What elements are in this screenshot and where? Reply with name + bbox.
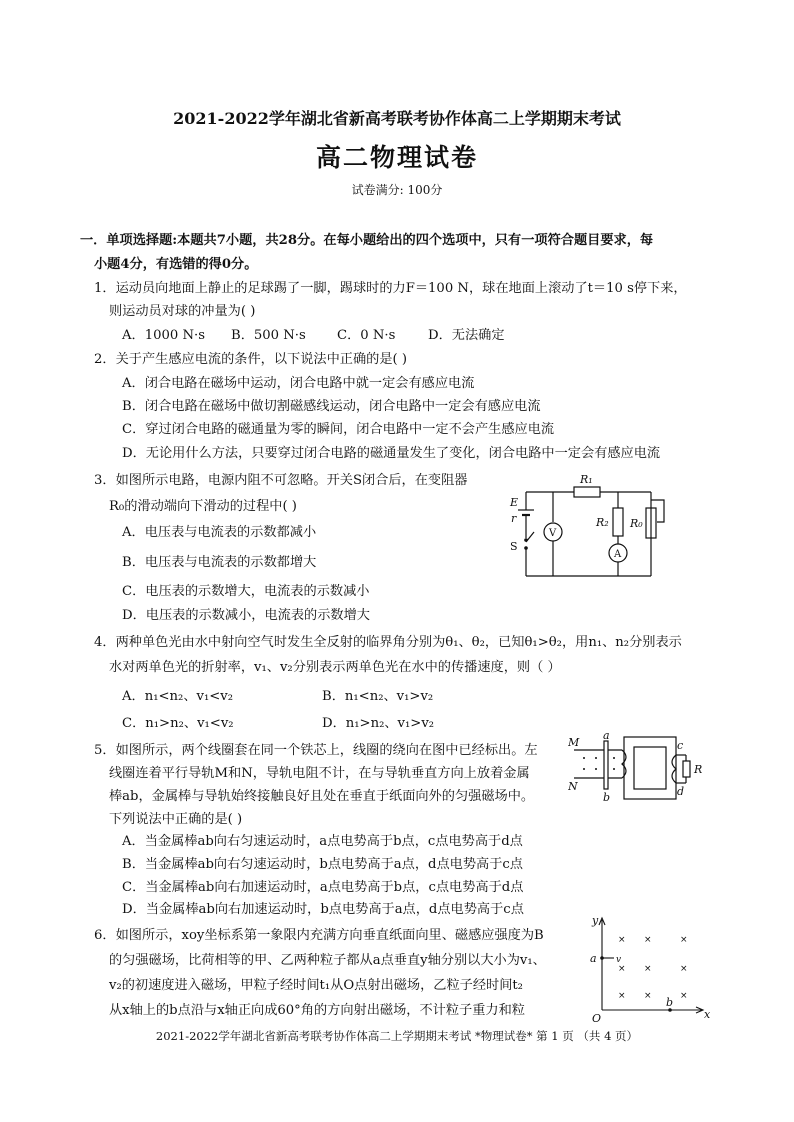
resistor-r [683, 761, 690, 777]
field-cross: × [618, 991, 626, 1001]
q1-option-a: A．1000 N·s [122, 328, 205, 343]
field-cross: × [680, 935, 688, 945]
label-b: b [603, 791, 611, 804]
q6-line2: 的匀强磁场，比荷相等的甲、乙两种粒子都从a点垂直y轴分别以大小为v₁、 [109, 953, 546, 968]
label-a: a [603, 733, 610, 742]
q6-line4: 从x轴上的b点沿与x轴正向成60°角的方向射出磁场，不计粒子重力和粒 [109, 1003, 525, 1018]
field-dot [583, 768, 585, 770]
field-cross: × [644, 991, 652, 1001]
field-dot [613, 757, 615, 759]
q5-line3: 棒ab，金属棒与导轨始终接触良好且处在垂直于纸面向外的匀强磁场中。 [109, 789, 535, 804]
q1-option-d: D．无法确定 [428, 328, 505, 343]
label-o: O [592, 1012, 602, 1024]
label-a: a [590, 952, 597, 965]
label-r: R [694, 763, 703, 776]
field-cross: × [680, 964, 688, 974]
q4-option-c: C．n₁>n₂、v₁<v₂ [122, 716, 234, 731]
field-cross: × [680, 991, 688, 1001]
label-y: y [592, 914, 599, 927]
switch-contact [524, 546, 528, 550]
q3-circuit-diagram [506, 470, 676, 582]
page-footer: 2021-2022学年湖北省新高考联考协作体高二上学期期末考试 *物理试卷* 第 1 页 （共 4 页） [155, 1029, 639, 1043]
q2-option-d: D．无论用什么方法，只要穿过闭合电路的磁通量发生了变化，闭合电路中一定会有感应电流 [122, 446, 661, 461]
q5-line4: 下列说法中正确的是( ) [109, 812, 243, 827]
field-cross: × [644, 964, 652, 974]
label-b: b [666, 996, 674, 1009]
label-r: r [511, 512, 517, 525]
section-heading-line2: 小题4分，有选错的得0分。 [94, 257, 258, 272]
q3-line2: R₀的滑动端向下滑动的过程中( ) [109, 499, 297, 514]
q2-option-c: C．穿过闭合电路的磁通量为零的瞬间，闭合电路中一定不会产生感应电流 [122, 422, 555, 437]
metal-rod-ab [604, 741, 608, 789]
q1-line1: 1．运动员向地面上静止的足球踢了一脚，踢球时的力F＝100 N，球在地面上滚动了t＝10 s停下来， [94, 281, 687, 296]
q1-option-c: C．0 N·s [337, 328, 396, 343]
exam-title-line: 2021-2022学年湖北省新高考联考协作体高二上学期期末考试 [173, 109, 621, 128]
q1-line2: 则运动员对球的冲量为( ) [109, 304, 256, 319]
q5-line2: 线圈连着平行导轨M和N，导轨电阻不计，在与导轨垂直方向上放着金属 [109, 766, 530, 781]
label-v: v [616, 955, 622, 965]
q2-option-a: A．闭合电路在磁场中运动，闭合电路中就一定会有感应电流 [122, 376, 475, 391]
label-e: E [510, 496, 519, 509]
q3-option-a: A．电压表与电流表的示数都减小 [122, 525, 317, 540]
label-a: A [614, 549, 622, 560]
field-cross: × [618, 935, 626, 945]
q4-line1: 4．两种单色光由水中射向空气时发生全反射的临界角分别为θ₁、θ₂，已知θ₁>θ₂，用n₁、n₂分别表示 [94, 635, 682, 650]
switch-contact [524, 538, 528, 542]
q6-field-diagram [578, 912, 714, 1024]
label-r2: R₂ [596, 516, 609, 529]
field-dot [583, 757, 585, 759]
point-a [600, 956, 604, 960]
field-dot [595, 757, 597, 759]
q5-line1: 5．如图所示，两个线圈套在同一个铁芯上，线圈的绕向在图中已经标出。左 [94, 743, 538, 758]
q5-option-d: D．当金属棒ab向右加速运动时，b点电势高于a点，d点电势高于c点 [122, 902, 524, 917]
resistor-r1 [574, 487, 600, 497]
iron-core-inner [634, 747, 666, 789]
q3-option-b: B．电压表与电流表的示数都增大 [122, 555, 317, 570]
q6-line3: v₂的初速度进入磁场，甲粒子经时间t₁从O点射出磁场，乙粒子经时间t₂ [109, 978, 523, 993]
q6-line1: 6．如图所示，xoy坐标系第一象限内充满方向垂直纸面向里、磁感应强度为B [94, 928, 544, 943]
field-cross: × [644, 935, 652, 945]
q4-option-b: B．n₁<n₂、v₁>v₂ [322, 689, 434, 704]
label-x: x [704, 1008, 711, 1021]
q1-option-b: B．500 N·s [231, 328, 306, 343]
label-v: V [549, 528, 557, 539]
label-m: M [568, 736, 580, 749]
q5-option-b: B．当金属棒ab向右匀速运动时，b点电势高于a点，d点电势高于c点 [122, 857, 523, 872]
field-dot [613, 768, 615, 770]
label-r1: R₁ [580, 473, 593, 486]
full-score: 试卷满分: 100分 [351, 183, 443, 197]
label-d: d [677, 785, 685, 798]
q4-line2: 水对两单色光的折射率，v₁、v₂分别表示两单色光在水中的传播速度，则（ ） [109, 660, 561, 675]
resistor-r2 [613, 508, 623, 536]
label-c: c [677, 739, 684, 752]
label-s: S [510, 540, 518, 553]
field-dot [595, 768, 597, 770]
q4-option-d: D．n₁>n₂、v₁>v₂ [322, 716, 435, 731]
label-r0: R₀ [630, 517, 643, 530]
q2-option-b: B．闭合电路在磁场中做切割磁感线运动，闭合电路中一定会有感应电流 [122, 399, 541, 414]
q5-option-c: C．当金属棒ab向右加速运动时，a点电势高于b点，c点电势高于d点 [122, 880, 524, 895]
q5-transformer-diagram [568, 733, 708, 807]
q3-option-c: C．电压表的示数增大，电流表的示数减小 [122, 584, 370, 599]
section-heading-line1: 一．单项选择题:本题共7小题，共28分。在每小题给出的四个选项中，只有一项符合题目要求，每 [80, 233, 654, 248]
q2-line1: 2．关于产生感应电流的条件，以下说法中正确的是( ) [94, 352, 407, 367]
label-n: N [568, 780, 578, 793]
q3-option-d: D．电压表的示数减小，电流表的示数增大 [122, 608, 370, 623]
iron-core-outer [624, 737, 676, 799]
q4-option-a: A．n₁<n₂、v₁<v₂ [122, 689, 234, 704]
q3-line1: 3．如图所示电路，电源内阻不可忽略。开关S闭合后，在变阻器 [94, 473, 468, 488]
rheostat-slider [651, 500, 664, 522]
q5-option-a: A．当金属棒ab向右匀速运动时，a点电势高于b点，c点电势高于d点 [122, 834, 523, 849]
field-cross: × [618, 964, 626, 974]
subject-title: 高二物理试卷 [315, 143, 478, 172]
